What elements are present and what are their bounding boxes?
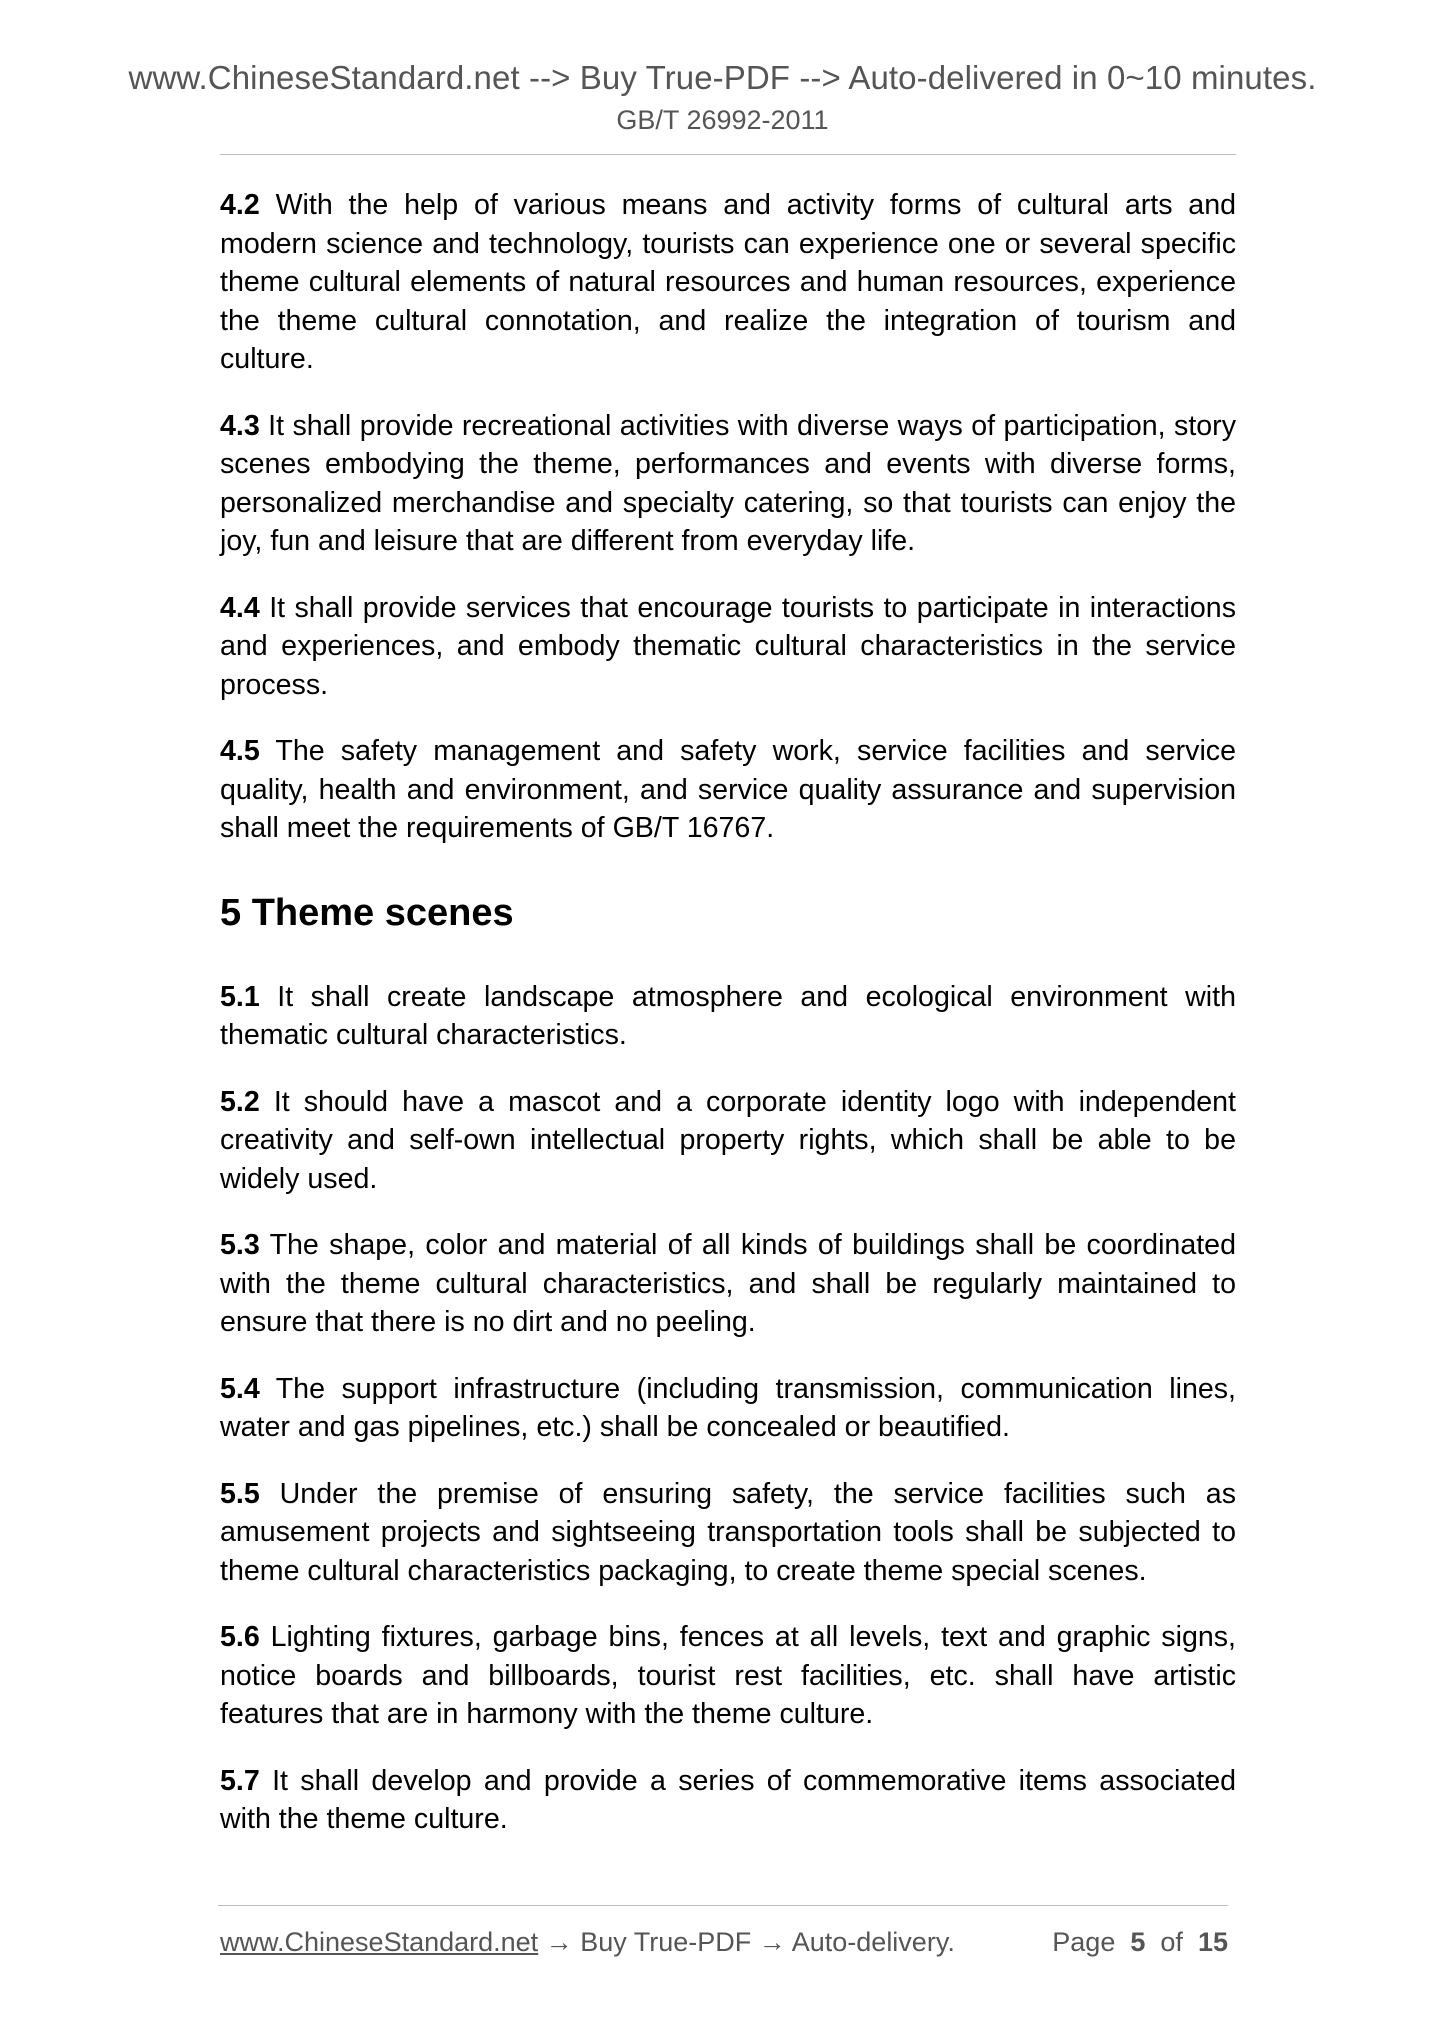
of-label: of xyxy=(1160,1927,1183,1957)
clause-number: 5.4 xyxy=(220,1372,260,1405)
clause-text: The support infrastructure (including transmission, communication lines, water and gas pipelines, etc.) shall be concealed or beautified. xyxy=(220,1372,1236,1443)
page-indicator xyxy=(1052,1926,1228,1958)
section-heading-theme-scenes: 5 Theme scenes xyxy=(220,891,514,934)
current-page-number: 5 xyxy=(1130,1927,1146,1957)
clause-text: With the help of various means and activity forms of cultural arts and modern science and technology, tourists can experience one or several specific theme cultural elements of natural resources and human resources, experience the theme cultural connotation, and realize the integration of tourism and culture. xyxy=(220,189,1236,375)
clause-5-6 xyxy=(220,1618,1236,1734)
clause-text: It shall provide recreational activities with diverse ways of participation, story scenes embodying the theme, performances and events with diverse forms, personalized merchandise and specialty catering, so that tourists can enjoy the joy, fun and leisure that are different from everyday life. xyxy=(220,409,1236,557)
clause-5-4 xyxy=(220,1370,1236,1447)
clause-5-5 xyxy=(220,1475,1236,1591)
clause-number: 5.2 xyxy=(220,1085,260,1118)
clause-number: 5.6 xyxy=(220,1621,260,1653)
clause-4-3 xyxy=(220,407,1236,561)
clause-text: The safety management and safety work, service facilities and service quality, health and environment, and service quality assurance and supervision shall meet the requirements of GB/T 16767. xyxy=(220,735,1237,844)
clause-text: It shall provide services that encourage tourists to participate in interactions and experiences, and embody thematic cultural characteristics in the service process. xyxy=(220,591,1237,701)
clause-text: It should have a mascot and a corporate identity logo with independent creativity and self-own intellectual property rights, which shall be able to be widely used. xyxy=(220,1085,1236,1195)
clause-4-5 xyxy=(220,732,1236,848)
clause-number: 4.5 xyxy=(220,735,260,767)
clause-4-2 xyxy=(220,186,1236,379)
total-pages-number: 15 xyxy=(1197,1927,1228,1957)
header-standard-code: GB/T 26992-2011 xyxy=(616,105,829,135)
clause-number: 5.7 xyxy=(220,1764,260,1797)
clause-number: 5.1 xyxy=(220,980,260,1013)
page-content xyxy=(220,186,1236,1867)
clause-text: It shall create landscape atmosphere and ecological environment with thematic cultural characteristics. xyxy=(220,980,1236,1051)
clause-number: 5.5 xyxy=(220,1477,260,1510)
clause-number: 4.4 xyxy=(220,591,260,624)
footer-purchase-line xyxy=(220,1926,955,1958)
header-divider xyxy=(220,154,1236,155)
clause-number: 5.3 xyxy=(220,1229,260,1261)
clause-text: It shall develop and provide a series of commemorative items associated with the theme culture. xyxy=(220,1764,1236,1835)
clause-5-7 xyxy=(220,1762,1236,1839)
footer-purchase-text: → Buy True-PDF → Auto-delivery. xyxy=(538,1927,955,1957)
clause-number: 4.2 xyxy=(220,189,260,221)
page-label: Page xyxy=(1052,1927,1116,1957)
footer-divider xyxy=(218,1905,1228,1906)
clause-text: Lighting fixtures, garbage bins, fences at all levels, text and graphic signs, notice boards and billboards, tourist rest facilities, etc. shall have artistic features that are in harmony with the theme culture. xyxy=(220,1621,1236,1730)
clause-4-4 xyxy=(220,589,1236,705)
footer-site-link[interactable]: www.ChineseStandard.net xyxy=(220,1927,539,1957)
clause-5-2 xyxy=(220,1083,1236,1199)
header-link-line: www.ChineseStandard.net --> Buy True-PDF --> Auto-delivered in 0~10 minutes. xyxy=(128,59,1317,96)
clause-5-3 xyxy=(220,1226,1236,1342)
clause-text: Under the premise of ensuring safety, the service facilities such as amusement projects and sightseeing transportation tools shall be subjected to theme cultural characteristics packaging, to create theme special scenes. xyxy=(220,1477,1236,1587)
clause-number: 4.3 xyxy=(220,409,260,442)
clause-5-1 xyxy=(220,978,1236,1055)
clause-text: The shape, color and material of all kinds of buildings shall be coordinated with the theme cultural characteristics, and shall be regularly maintained to ensure that there is no dirt and no peeling. xyxy=(220,1229,1236,1338)
